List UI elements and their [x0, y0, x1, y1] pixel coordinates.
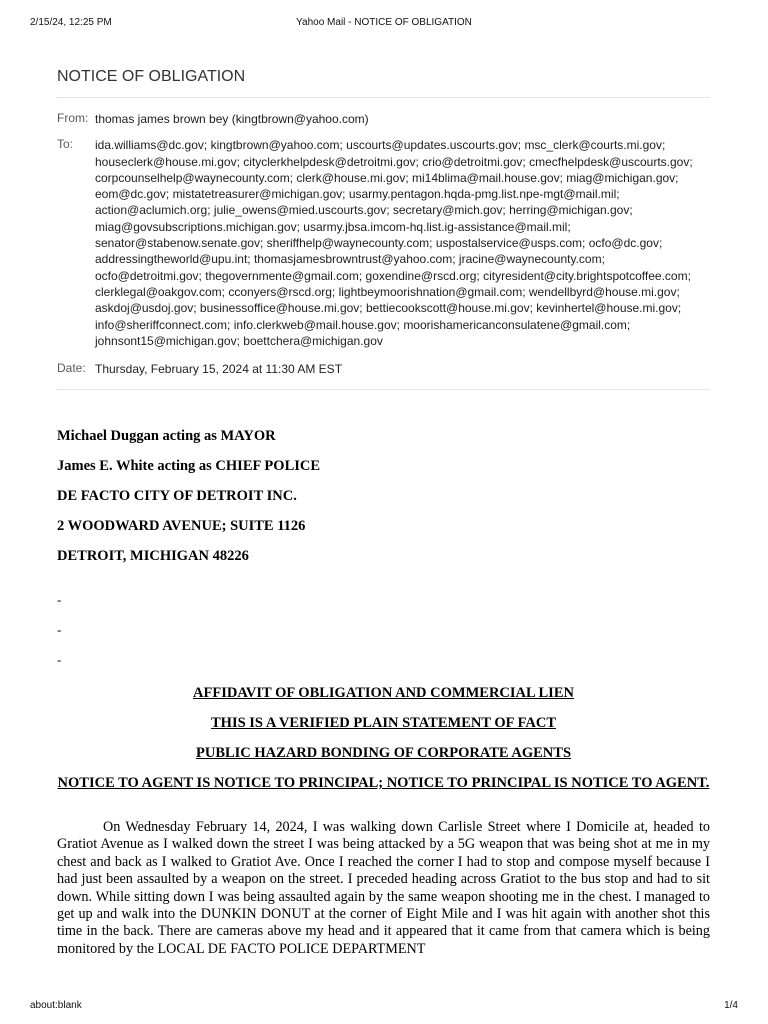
address-line: 2 WOODWARD AVENUE; SUITE 1126	[57, 518, 306, 534]
recipient-address[interactable]: julie_owens@mied.uscourts.gov;	[213, 203, 390, 218]
from-row	[57, 111, 710, 127]
dash-line: -	[57, 652, 62, 667]
recipient-address[interactable]: cityresident@city.brightspotcoffee.com;	[483, 268, 691, 283]
recipient-address[interactable]: askdoj@usdoj.gov;	[95, 301, 197, 316]
from-label: From:	[57, 111, 89, 125]
recipient-address[interactable]: miag@michigan.gov;	[566, 170, 679, 185]
recipient-address[interactable]: secretary@mich.gov;	[392, 203, 506, 218]
dash-line: -	[57, 622, 62, 637]
recipient-address[interactable]: goxendine@rscd.org;	[365, 268, 480, 283]
recipient-address[interactable]: info@sheriffconnect.com;	[95, 317, 231, 332]
statement-paragraph: On Wednesday February 14, 2024, I was walking down Carlisle Street where I Domicile at, headed to Gratiot Avenue as I walked down the street I was being attacked by a 5G weapon that was being shot at me in my chest and back as I walked to Gratiot Ave. Once I reached the corner I had to stop and compose myself because I had just been assaulted by a weapon on the street. I preceded heading across Gratiot to the bus stop and had to sit down. While sitting down I was being assaulted again by the same weapon shooting me in the chest. I managed to get up and walk into the DUNKIN DONUT at the corner of Eight Mile and I was hit again with another shot this time in the back. There are cameras above my head and it appeared that it came from that camera which is being monitored by the LOCAL DE FACTO POLICE DEPARTMENT	[57, 819, 710, 957]
separator-dashes	[57, 585, 710, 675]
address-line: Michael Duggan acting as MAYOR	[57, 428, 276, 444]
dash-line: -	[57, 592, 62, 607]
recipient-address[interactable]: lightbeymoorishnation@gmail.com;	[338, 284, 526, 299]
recipient-address-block	[57, 421, 710, 571]
recipient-address[interactable]: cconyers@rscd.org;	[228, 284, 336, 299]
recipient-address[interactable]: thegovernmente@gmail.com;	[205, 268, 363, 283]
email-subject: NOTICE OF OBLIGATION	[57, 68, 710, 98]
recipient-address[interactable]: uscourts@updates.uscourts.gov;	[346, 138, 522, 153]
affidavit-headings	[57, 685, 710, 792]
letter-body	[57, 421, 710, 957]
print-header	[30, 17, 738, 31]
recipient-address[interactable]: addressingtheworld@upu.int;	[95, 252, 251, 267]
recipient-address[interactable]: eom@dc.gov;	[95, 187, 170, 202]
recipient-address[interactable]: johnsont15@michigan.gov;	[95, 333, 240, 348]
recipient-address[interactable]: wendellbyrd@house.mi.gov;	[528, 284, 680, 299]
recipient-address[interactable]: crio@detroitmi.gov;	[422, 154, 526, 169]
recipient-address[interactable]: clerklegal@oakgov.com;	[95, 284, 226, 299]
page-number: 1/4	[724, 1000, 738, 1011]
affidavit-heading: AFFIDAVIT OF OBLIGATION AND COMMERCIAL LIEN	[193, 685, 574, 701]
recipient-address[interactable]: uspostalservice@usps.com;	[435, 236, 586, 251]
print-datetime: 2/15/24, 12:25 PM	[30, 17, 112, 28]
recipient-address[interactable]: info.clerkweb@mail.house.gov;	[233, 317, 400, 332]
recipient-address[interactable]: mistatetreasurer@michigan.gov;	[172, 187, 346, 202]
recipient-address[interactable]: ocfo@detroitmi.gov;	[95, 268, 202, 283]
to-label: To:	[57, 137, 74, 152]
recipient-address[interactable]: herring@michigan.gov;	[509, 203, 633, 218]
recipient-address[interactable]: usarmy.pentagon.hqda-pmg.list.npe-mgt@mail.mil;	[348, 187, 620, 202]
recipient-address[interactable]: action@aclumich.org;	[95, 203, 211, 218]
recipient-address[interactable]: msc_clerk@courts.mi.gov;	[524, 138, 666, 153]
date-label: Date:	[57, 361, 86, 376]
recipient-address[interactable]: kingtbrown@yahoo.com;	[210, 138, 343, 153]
recipient-address[interactable]: businessoffice@house.mi.gov;	[199, 301, 363, 316]
recipient-address[interactable]: ida.williams@dc.gov;	[95, 138, 208, 153]
to-recipients	[95, 137, 710, 349]
recipient-address[interactable]: cityclerkhelpdesk@detroitmi.gov;	[243, 154, 419, 169]
notice-heading: NOTICE TO AGENT IS NOTICE TO PRINCIPAL; NOTICE TO PRINCIPAL IS NOTICE TO AGENT.	[57, 775, 710, 791]
address-line: James E. White acting as CHIEF POLICE	[57, 458, 321, 474]
recipient-address[interactable]: houseclerk@house.mi.gov;	[95, 154, 240, 169]
from-value[interactable]: thomas james brown bey (kingtbrown@yahoo.com)	[95, 112, 369, 126]
recipient-address[interactable]: kevinhertel@house.mi.gov;	[536, 301, 682, 316]
recipient-address[interactable]: miag@govsubscriptions.michigan.gov;	[95, 219, 300, 234]
date-row	[57, 361, 710, 390]
verified-statement-heading: THIS IS A VERIFIED PLAIN STATEMENT OF FACT	[211, 715, 556, 731]
recipient-address[interactable]: sheriffhelp@waynecounty.com;	[266, 236, 433, 251]
recipient-address[interactable]: cmecfhelpdesk@uscourts.gov;	[529, 154, 693, 169]
recipient-address[interactable]: ocfo@dc.gov;	[588, 236, 663, 251]
recipient-address[interactable]: moorishamericanconsulatene@gmail.com;	[403, 317, 631, 332]
print-page-title: Yahoo Mail - NOTICE OF OBLIGATION	[296, 17, 472, 28]
recipient-address[interactable]: clerk@house.mi.gov;	[296, 170, 409, 185]
bonding-heading: PUBLIC HAZARD BONDING OF CORPORATE AGENTS	[195, 745, 572, 761]
recipient-address[interactable]: mi14blima@mail.house.gov;	[412, 170, 563, 185]
email-meta	[57, 111, 710, 390]
to-row	[57, 137, 710, 349]
recipient-address[interactable]: bettiecookscott@house.mi.gov;	[365, 301, 533, 316]
recipient-address[interactable]: jracine@waynecounty.com;	[458, 252, 605, 267]
date-value: Thursday, February 15, 2024 at 11:30 AM EST	[95, 362, 343, 377]
print-footer	[30, 1000, 738, 1014]
recipient-address[interactable]: senator@stabenow.senate.gov;	[95, 236, 264, 251]
recipient-address[interactable]: boettchera@michigan.gov	[243, 333, 383, 348]
address-line: DETROIT, MICHIGAN 48226	[57, 548, 249, 564]
print-url: about:blank	[30, 1000, 82, 1011]
email-header	[57, 68, 710, 390]
recipient-address[interactable]: usarmy.jbsa.imcom-hq.list.ig-assistance@mail.mil;	[303, 219, 571, 234]
recipient-address[interactable]: thomasjamesbrowntrust@yahoo.com;	[253, 252, 456, 267]
address-line: DE FACTO CITY OF DETROIT INC.	[57, 488, 297, 504]
recipient-address[interactable]: corpcounselhelp@waynecounty.com;	[95, 170, 294, 185]
